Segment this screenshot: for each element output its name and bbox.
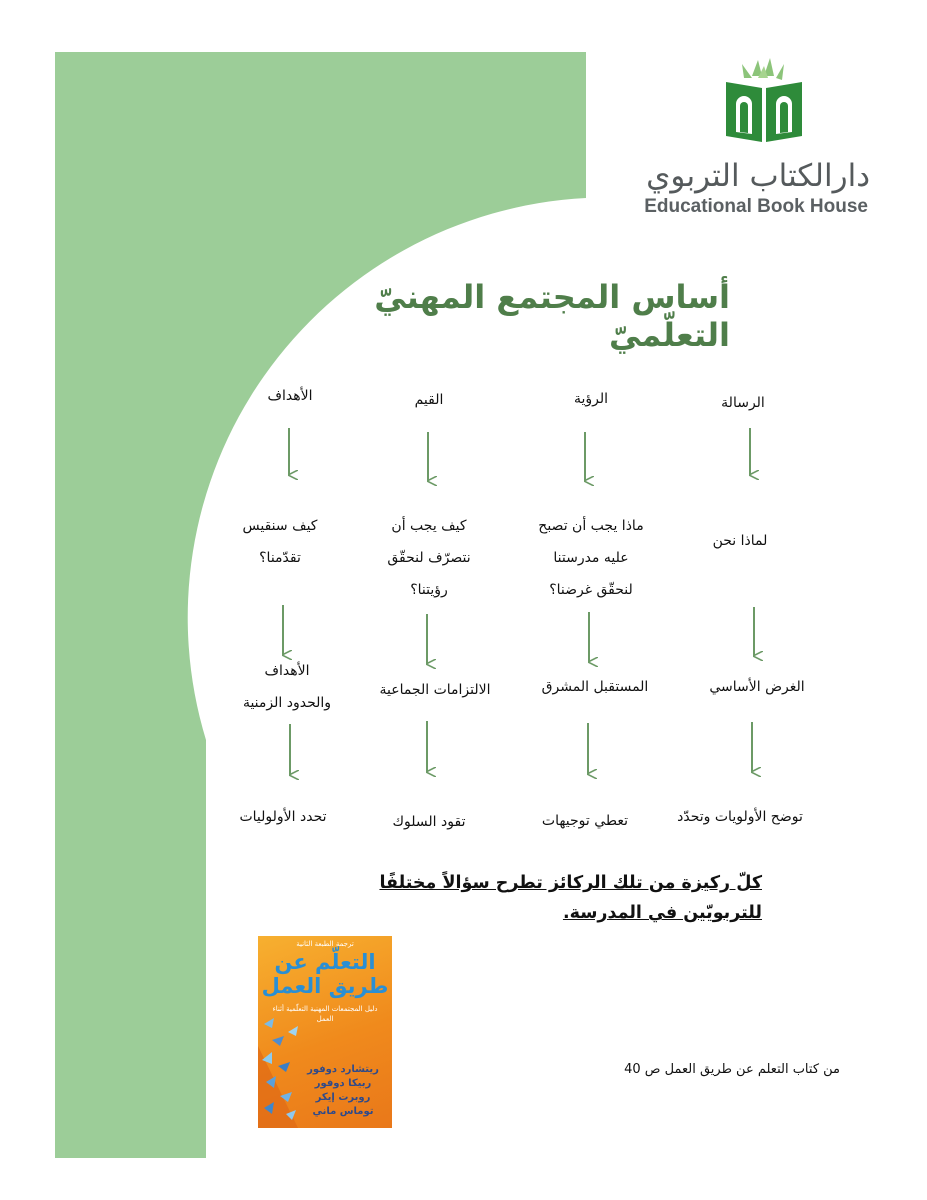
column-result: تحدد الأولوليات — [239, 809, 327, 825]
column-question: ماذا يجب أن تصبح عليه مدرستنا لنحقّق غرضنا؟ — [538, 518, 644, 598]
page-title: أساس المجتمع المهنيّ التعلّميّ — [374, 278, 730, 354]
column-heading: الرسالة — [721, 395, 765, 411]
column-concept: الغرض الأساسي — [709, 679, 805, 695]
column-concept: الأهداف والحدود الزمنية — [242, 663, 332, 711]
book-author: توماس ماني — [312, 1106, 374, 1117]
book-author: روبرت إيكر — [315, 1092, 371, 1103]
column-heading: الرؤية — [573, 391, 609, 407]
brand-name-english: Educational Book House — [644, 196, 868, 217]
column-heading: الأهداف — [267, 388, 313, 404]
book-title: التعلّم عن طريق العمل — [261, 950, 389, 998]
column-concept: الالتزامات الجماعية — [379, 682, 491, 698]
column-result: تعطي توجيهات — [541, 813, 629, 829]
book-author: ربيكا دوفور — [314, 1078, 372, 1089]
book-edition: ترجمة الطبعة الثانية — [296, 940, 354, 948]
column-question: كيف يجب أن نتصرّف لنحقّق رؤيتنا؟ — [387, 518, 471, 598]
summary-statement: كلّ ركيزة من تلك الركائز تطرح سؤالاً مختلفًا للتربويّين في المدرسة. — [379, 873, 762, 923]
column-result: توضح الأولويات وتحدّد — [677, 809, 803, 825]
column-concept: المستقبل المشرق — [541, 679, 649, 695]
book-cover — [258, 936, 392, 1128]
column-heading: القيم — [414, 392, 444, 408]
brand-name-arabic: دارالكتاب التربوي — [646, 158, 870, 194]
book-author: ريتشارد دوفور — [307, 1064, 379, 1075]
source-note: من كتاب التعلم عن طريق العمل ص 40 — [624, 1062, 840, 1077]
column-question: كيف سنقيس تقدّمنا؟ — [242, 518, 318, 566]
book-subtitle: دليل المجتمعات المهنية التعلّمية أثناء العمل — [272, 1005, 378, 1023]
column-question: لماذا نحن — [712, 533, 768, 549]
column-result: تقود السلوك — [392, 814, 466, 830]
